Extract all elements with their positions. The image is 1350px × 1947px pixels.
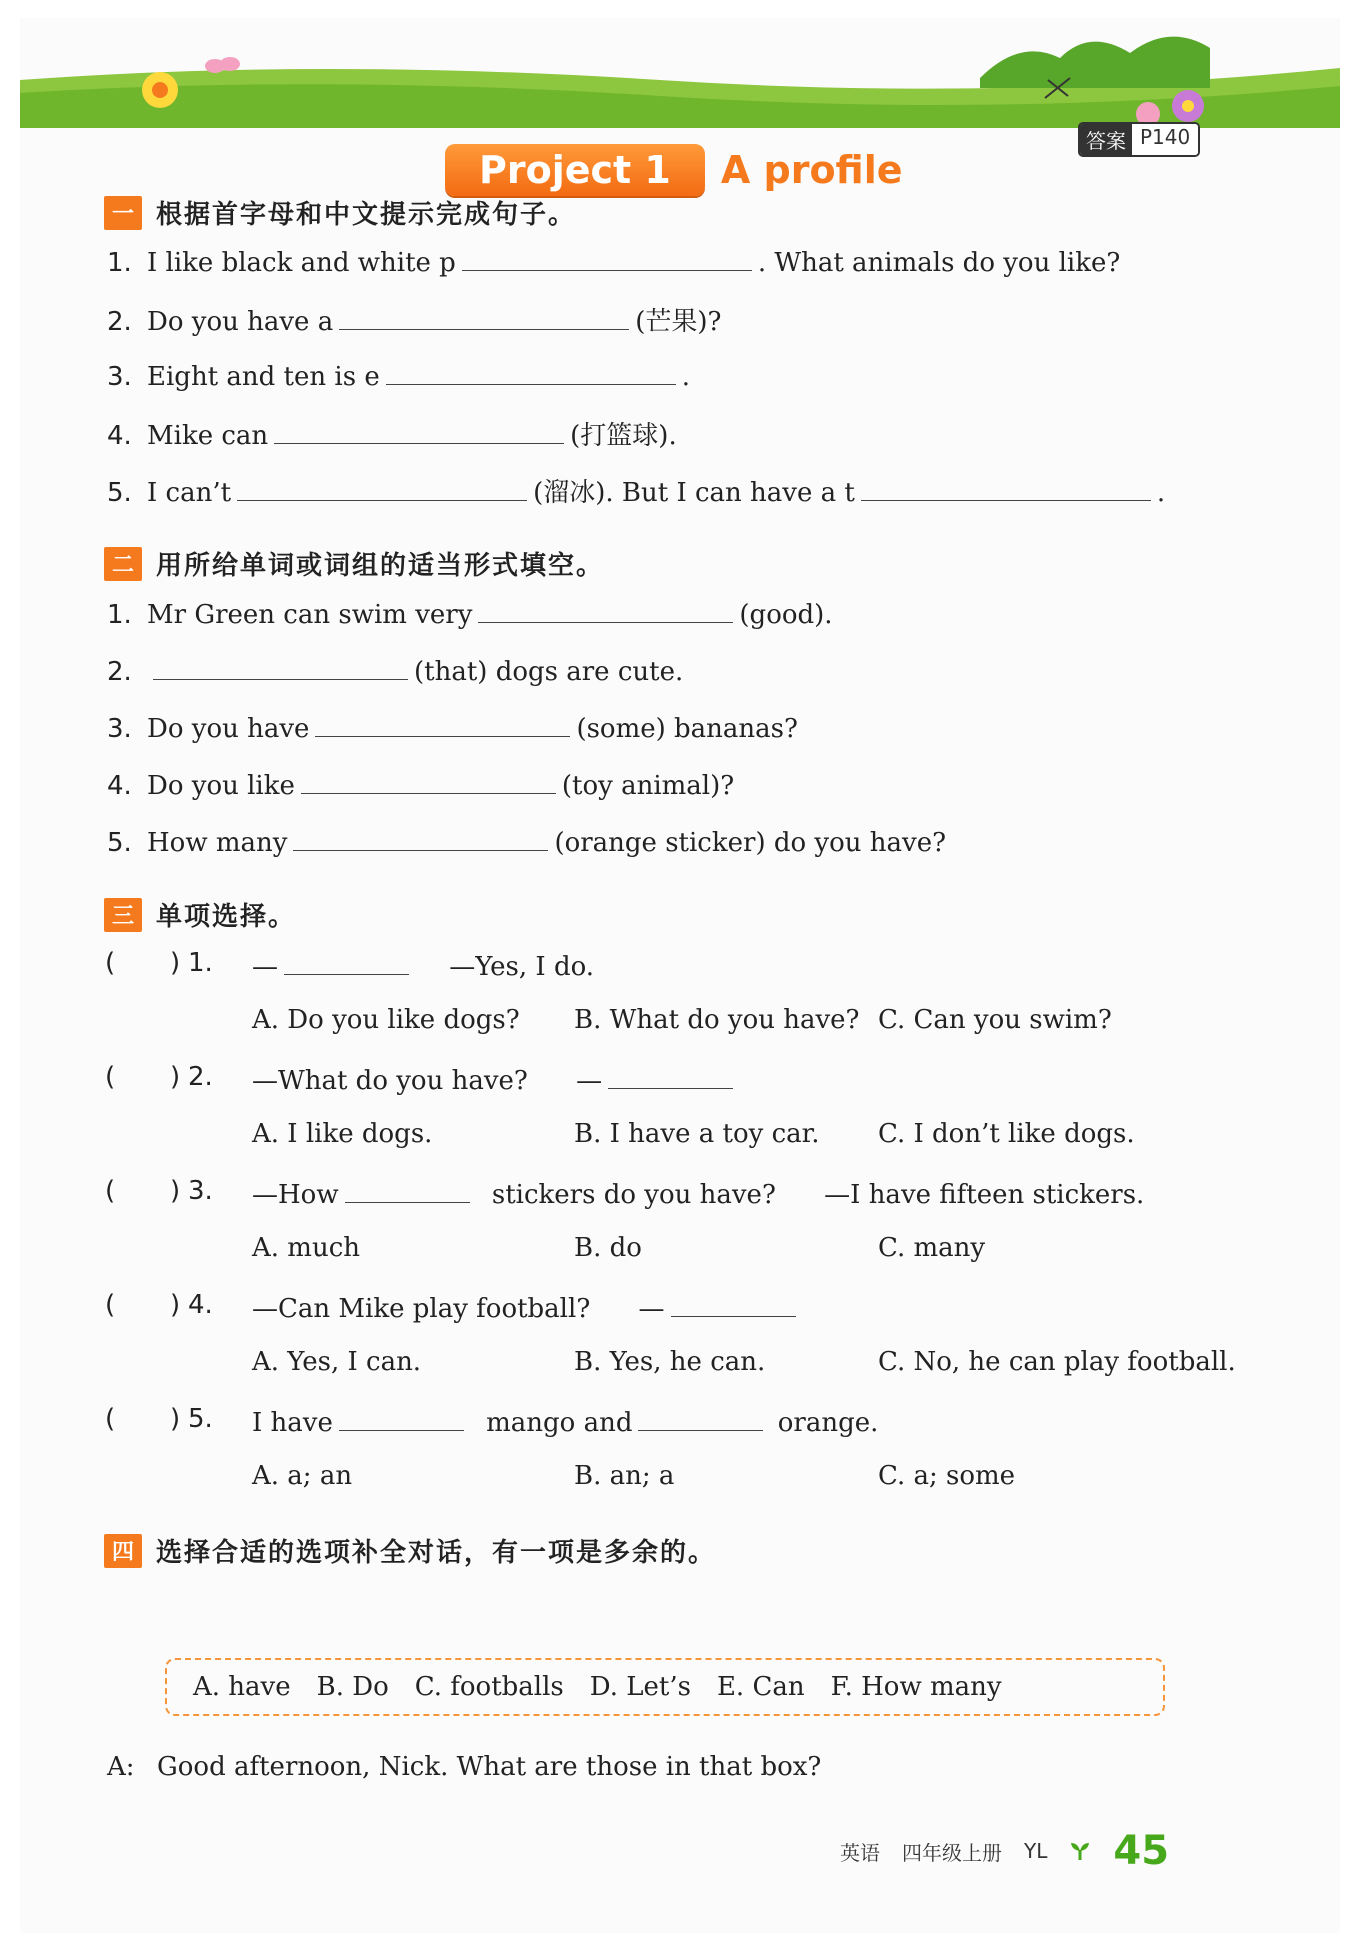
answer-blank[interactable] xyxy=(274,417,564,444)
page-title xyxy=(445,140,903,200)
dialogue-line: A: Good afternoon, Nick. What are those in that box? xyxy=(107,1752,822,1782)
answer-paren-close: ) xyxy=(170,1062,181,1092)
option-b[interactable]: B. do xyxy=(574,1233,642,1263)
word-option[interactable]: A. have xyxy=(193,1672,291,1702)
option-a[interactable]: A. Do you like dogs? xyxy=(252,1005,520,1035)
answer-paren-close: ) xyxy=(170,1404,181,1434)
s1-item-5: 5. I can’t (溜冰). But I can have a t . xyxy=(107,472,1165,509)
answer-blank[interactable] xyxy=(339,303,629,330)
word-option[interactable]: B. Do xyxy=(316,1672,389,1702)
s2-item-4: 4. Do you like (toy animal)? xyxy=(107,767,734,801)
question-2-stem: —What do you have? — xyxy=(252,1062,739,1096)
speaker: A: xyxy=(107,1752,135,1782)
section-1-heading xyxy=(104,194,576,231)
question-number: 2. xyxy=(188,1062,213,1092)
word-option[interactable]: C. footballs xyxy=(414,1672,564,1702)
answer-blank[interactable] xyxy=(462,244,752,271)
project-label: Project 1 xyxy=(445,144,705,196)
question-number: 3. xyxy=(188,1176,213,1206)
word-option[interactable]: E. Can xyxy=(716,1672,805,1702)
section-title: 用所给单词或词组的适当形式填空。 xyxy=(156,551,605,581)
page-footer xyxy=(840,1828,1169,1874)
answer-blank[interactable] xyxy=(237,474,527,501)
answer-paren-open: ( xyxy=(105,948,116,978)
answer-paren-close: ) xyxy=(170,1176,181,1206)
s2-item-2: 2. (that) dogs are cute. xyxy=(107,653,683,687)
section-number: 二 xyxy=(104,547,142,581)
s1-item-3: 3. Eight and ten is e . xyxy=(107,358,690,392)
answer-blank[interactable] xyxy=(301,767,556,794)
section-4-heading xyxy=(104,1532,716,1569)
question-4-stem: —Can Mike play football? — xyxy=(252,1290,802,1324)
question-number: 5. xyxy=(188,1404,213,1434)
answer-blank[interactable] xyxy=(608,1062,733,1089)
option-a[interactable]: A. a; an xyxy=(252,1461,353,1491)
answer-blank[interactable] xyxy=(345,1176,470,1203)
answer-reference xyxy=(1078,122,1200,157)
answer-blank[interactable] xyxy=(315,710,570,737)
section-number: 一 xyxy=(104,196,142,230)
section-title: 选择合适的选项补全对话，有一项是多余的。 xyxy=(156,1538,717,1568)
sprout-icon xyxy=(1069,1840,1091,1862)
section-3-heading xyxy=(104,896,296,933)
answer-blank[interactable] xyxy=(386,358,676,385)
answer-blank[interactable] xyxy=(861,474,1151,501)
answer-blank[interactable] xyxy=(153,653,408,680)
answer-paren-open: ( xyxy=(105,1062,116,1092)
question-1-stem: — —Yes, I do. xyxy=(252,948,594,982)
answer-paren-open: ( xyxy=(105,1290,116,1320)
option-b[interactable]: B. I have a toy car. xyxy=(574,1119,820,1149)
s1-item-1: 1. I like black and white p . What animals do you like? xyxy=(107,244,1120,278)
option-b[interactable]: B. Yes, he can. xyxy=(574,1347,766,1377)
option-b[interactable]: B. What do you have? xyxy=(574,1005,860,1035)
section-title: 单项选择。 xyxy=(156,902,297,932)
s1-item-2: 2. Do you have a (芒果)? xyxy=(107,301,721,338)
flower-left-icon xyxy=(142,72,178,108)
option-c[interactable]: C. Can you swim? xyxy=(878,1005,1112,1035)
answer-blank[interactable] xyxy=(638,1404,763,1431)
answer-blank[interactable] xyxy=(478,596,733,623)
word-option[interactable]: F. How many xyxy=(830,1672,1002,1702)
answer-page: P140 xyxy=(1132,124,1198,155)
question-3-stem: —How stickers do you have? —I have fifteen stickers. xyxy=(252,1176,1144,1210)
title-text: A profile xyxy=(720,148,903,192)
option-a[interactable]: A. I like dogs. xyxy=(252,1119,433,1149)
option-c[interactable]: C. No, he can play football. xyxy=(878,1347,1236,1377)
option-c[interactable]: C. I don’t like dogs. xyxy=(878,1119,1135,1149)
option-a[interactable]: A. much xyxy=(252,1233,361,1263)
answer-blank[interactable] xyxy=(339,1404,464,1431)
s2-item-1: 1. Mr Green can swim very (good). xyxy=(107,596,833,630)
page-number: 45 xyxy=(1113,1828,1170,1874)
word-option[interactable]: D. Let’s xyxy=(589,1672,691,1702)
answer-blank[interactable] xyxy=(293,824,548,851)
section-title: 根据首字母和中文提示完成句子。 xyxy=(156,200,577,230)
option-a[interactable]: A. Yes, I can. xyxy=(252,1347,422,1377)
section-2-heading xyxy=(104,545,604,582)
answer-blank[interactable] xyxy=(671,1290,796,1317)
section-number: 四 xyxy=(104,1534,142,1568)
section-number: 三 xyxy=(104,898,142,932)
answer-blank[interactable] xyxy=(284,948,409,975)
question-number: 4. xyxy=(188,1290,213,1320)
word-bank-box xyxy=(165,1658,1165,1716)
subject-label: 英语 xyxy=(840,1840,880,1865)
answer-label: 答案 xyxy=(1080,124,1132,155)
option-c[interactable]: C. a; some xyxy=(878,1461,1016,1491)
s2-item-5: 5. How many (orange sticker) do you have? xyxy=(107,824,946,858)
edition-label: YL xyxy=(1024,1839,1048,1863)
s1-item-4: 4. Mike can (打篮球). xyxy=(107,415,677,452)
s2-item-3: 3. Do you have (some) bananas? xyxy=(107,710,798,744)
answer-paren-close: ) xyxy=(170,1290,181,1320)
option-c[interactable]: C. many xyxy=(878,1233,986,1263)
answer-paren-close: ) xyxy=(170,948,181,978)
answer-paren-open: ( xyxy=(105,1404,116,1434)
workbook-page xyxy=(20,18,1340,1933)
question-number: 1. xyxy=(188,948,213,978)
option-b[interactable]: B. an; a xyxy=(574,1461,675,1491)
question-5-stem: I have mango and orange. xyxy=(252,1404,878,1438)
answer-paren-open: ( xyxy=(105,1176,116,1206)
grade-label: 四年级上册 xyxy=(902,1840,1002,1865)
